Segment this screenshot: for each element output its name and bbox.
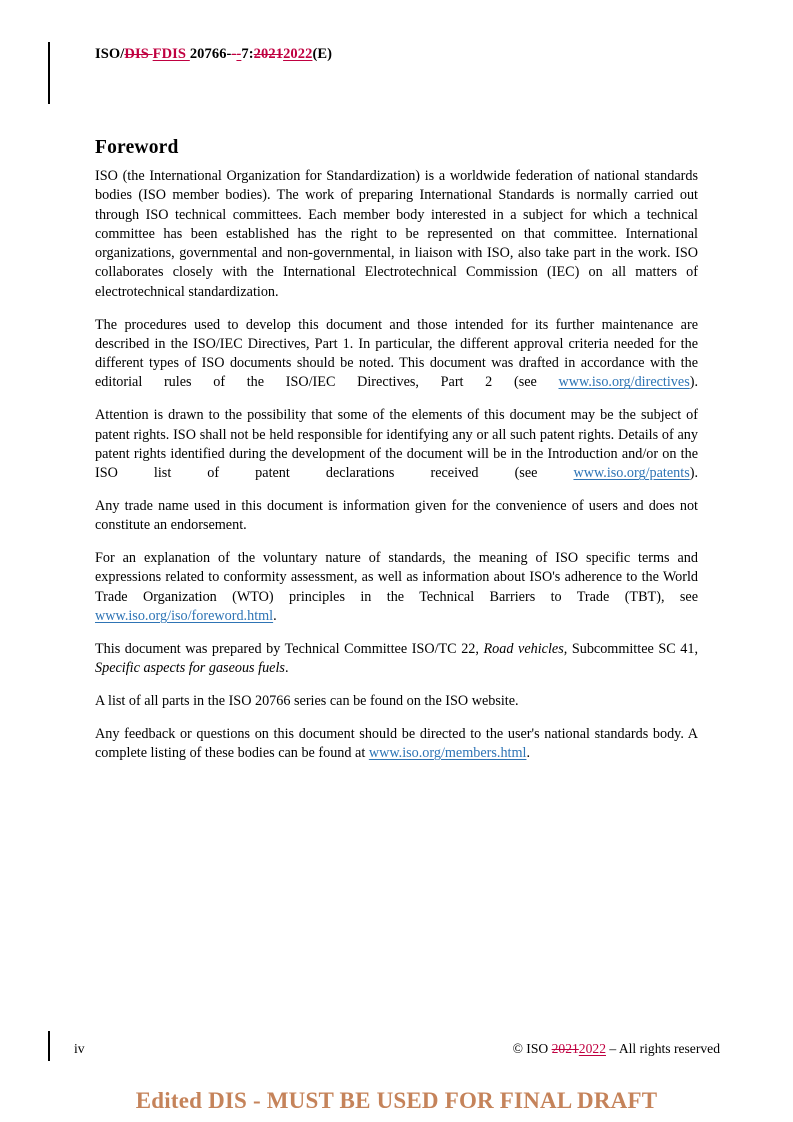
copyright-deleted-year: 2021 (551, 1041, 579, 1056)
foreword-body (95, 167, 698, 763)
link-iso-members[interactable]: www.iso.org/members.html (368, 744, 527, 761)
paragraph-procedures-tail: ). (689, 374, 698, 391)
paragraph-procedures (95, 316, 698, 393)
paragraph-committee (95, 640, 698, 679)
header-part-number: 7: (241, 46, 254, 62)
footer-page-number: iv (74, 1041, 85, 1056)
copyright-suffix: – All rights reserved (605, 1041, 720, 1056)
header-prefix: ISO/ (95, 46, 125, 62)
header-deleted-year: 2021 (253, 46, 284, 62)
link-iso-patents[interactable]: www.iso.org/patents (573, 465, 690, 482)
paragraph-voluntary-nature (95, 549, 698, 626)
copyright-prefix: © ISO (512, 1041, 552, 1056)
page-title: Foreword (95, 137, 179, 159)
committee-title-road-vehicles: Road vehicles (483, 640, 564, 657)
committee-title-gaseous-fuels: Specific aspects for gaseous fuels (95, 660, 285, 677)
committee-text-1: This document was prepared by Technical Committee ISO/TC 22, (95, 640, 484, 657)
paragraph-feedback-text: Any feedback or questions on this document should be directed to the user's national standards body. A complete listing of these bodies can be found at (95, 725, 698, 761)
paragraph-voluntary-text: For an explanation of the voluntary nature of standards, the meaning of ISO specific terms and expressions related to conformity assessment, as well as information about ISO's adherence to the World Trade Organization (WTO) principles in the Technical Barriers to Trade (TBT), see (95, 550, 698, 605)
header-deleted-stage: DIS (124, 46, 153, 62)
link-iso-foreword[interactable]: www.iso.org/iso/foreword.html (95, 607, 274, 624)
header-standard-number: 20766- (189, 46, 232, 62)
link-iso-directives[interactable]: www.iso.org/directives (558, 374, 690, 391)
revision-change-bar-header (48, 42, 50, 104)
header-inserted-stage: FDIS (152, 46, 190, 62)
paragraph-patents-tail: ). (689, 465, 698, 482)
revision-change-bar-footer (48, 1031, 50, 1061)
header-language-suffix: (E) (312, 46, 333, 62)
paragraph-feedback-tail: . (526, 744, 531, 761)
header-inserted-year: 2022 (283, 46, 313, 62)
paragraph-procedures-text: The procedures used to develop this document and those intended for its further maintenance are described in the ISO/IEC Directives, Part 1. In particular, the different approval criteria needed for the different types of ISO documents should be noted. This document was drafted in accordance with the editorial rules of the ISO/IEC Directives, Part 2 (see (95, 316, 698, 391)
footer-copyright (513, 1040, 720, 1058)
document-header (95, 45, 697, 63)
paragraph-iso-intro: ISO (the International Organization for Standardization) is a worldwide federation of national standards bodies (ISO member bodies). The work of preparing International Standards is normally carried out through ISO technical committees. Each member body interested in a subject for which a technical committee has been established has the right to be represented on that committee. International organizations, governmental and non-governmental, in liaison with ISO, also take part in the work. ISO collaborates closely with the International Electrotechnical Commission (IEC) on all matters of electrotechnical standardization. (95, 168, 698, 300)
copyright-inserted-year: 2022 (578, 1041, 606, 1056)
committee-text-3: . (284, 660, 289, 677)
draft-status-banner: Edited DIS - MUST BE USED FOR FINAL DRAFT (135, 1088, 658, 1113)
header-inserted-hyphen: - (236, 46, 242, 62)
paragraph-patents-text: Attention is drawn to the possibility that some of the elements of this document may be the subject of patent rights. ISO shall not be held responsible for identifying any or all such patent rights. Details of any patent rights identified during the development of the document will be in the Introduction and/or on the ISO list of patent declarations received (see (95, 407, 698, 482)
paragraph-feedback (95, 725, 698, 764)
committee-text-2: , Subcommittee SC 41, (563, 640, 699, 657)
paragraph-patents (95, 406, 698, 483)
paragraph-trade-name: Any trade name used in this document is information given for the convenience of users and does not constitute an endorsement. (95, 497, 698, 534)
paragraph-voluntary-tail: . (273, 607, 277, 624)
paragraph-parts-list: A list of all parts in the ISO 20766 series can be found on the ISO website. (95, 692, 519, 709)
header-deleted-hyphen: - (231, 46, 237, 62)
